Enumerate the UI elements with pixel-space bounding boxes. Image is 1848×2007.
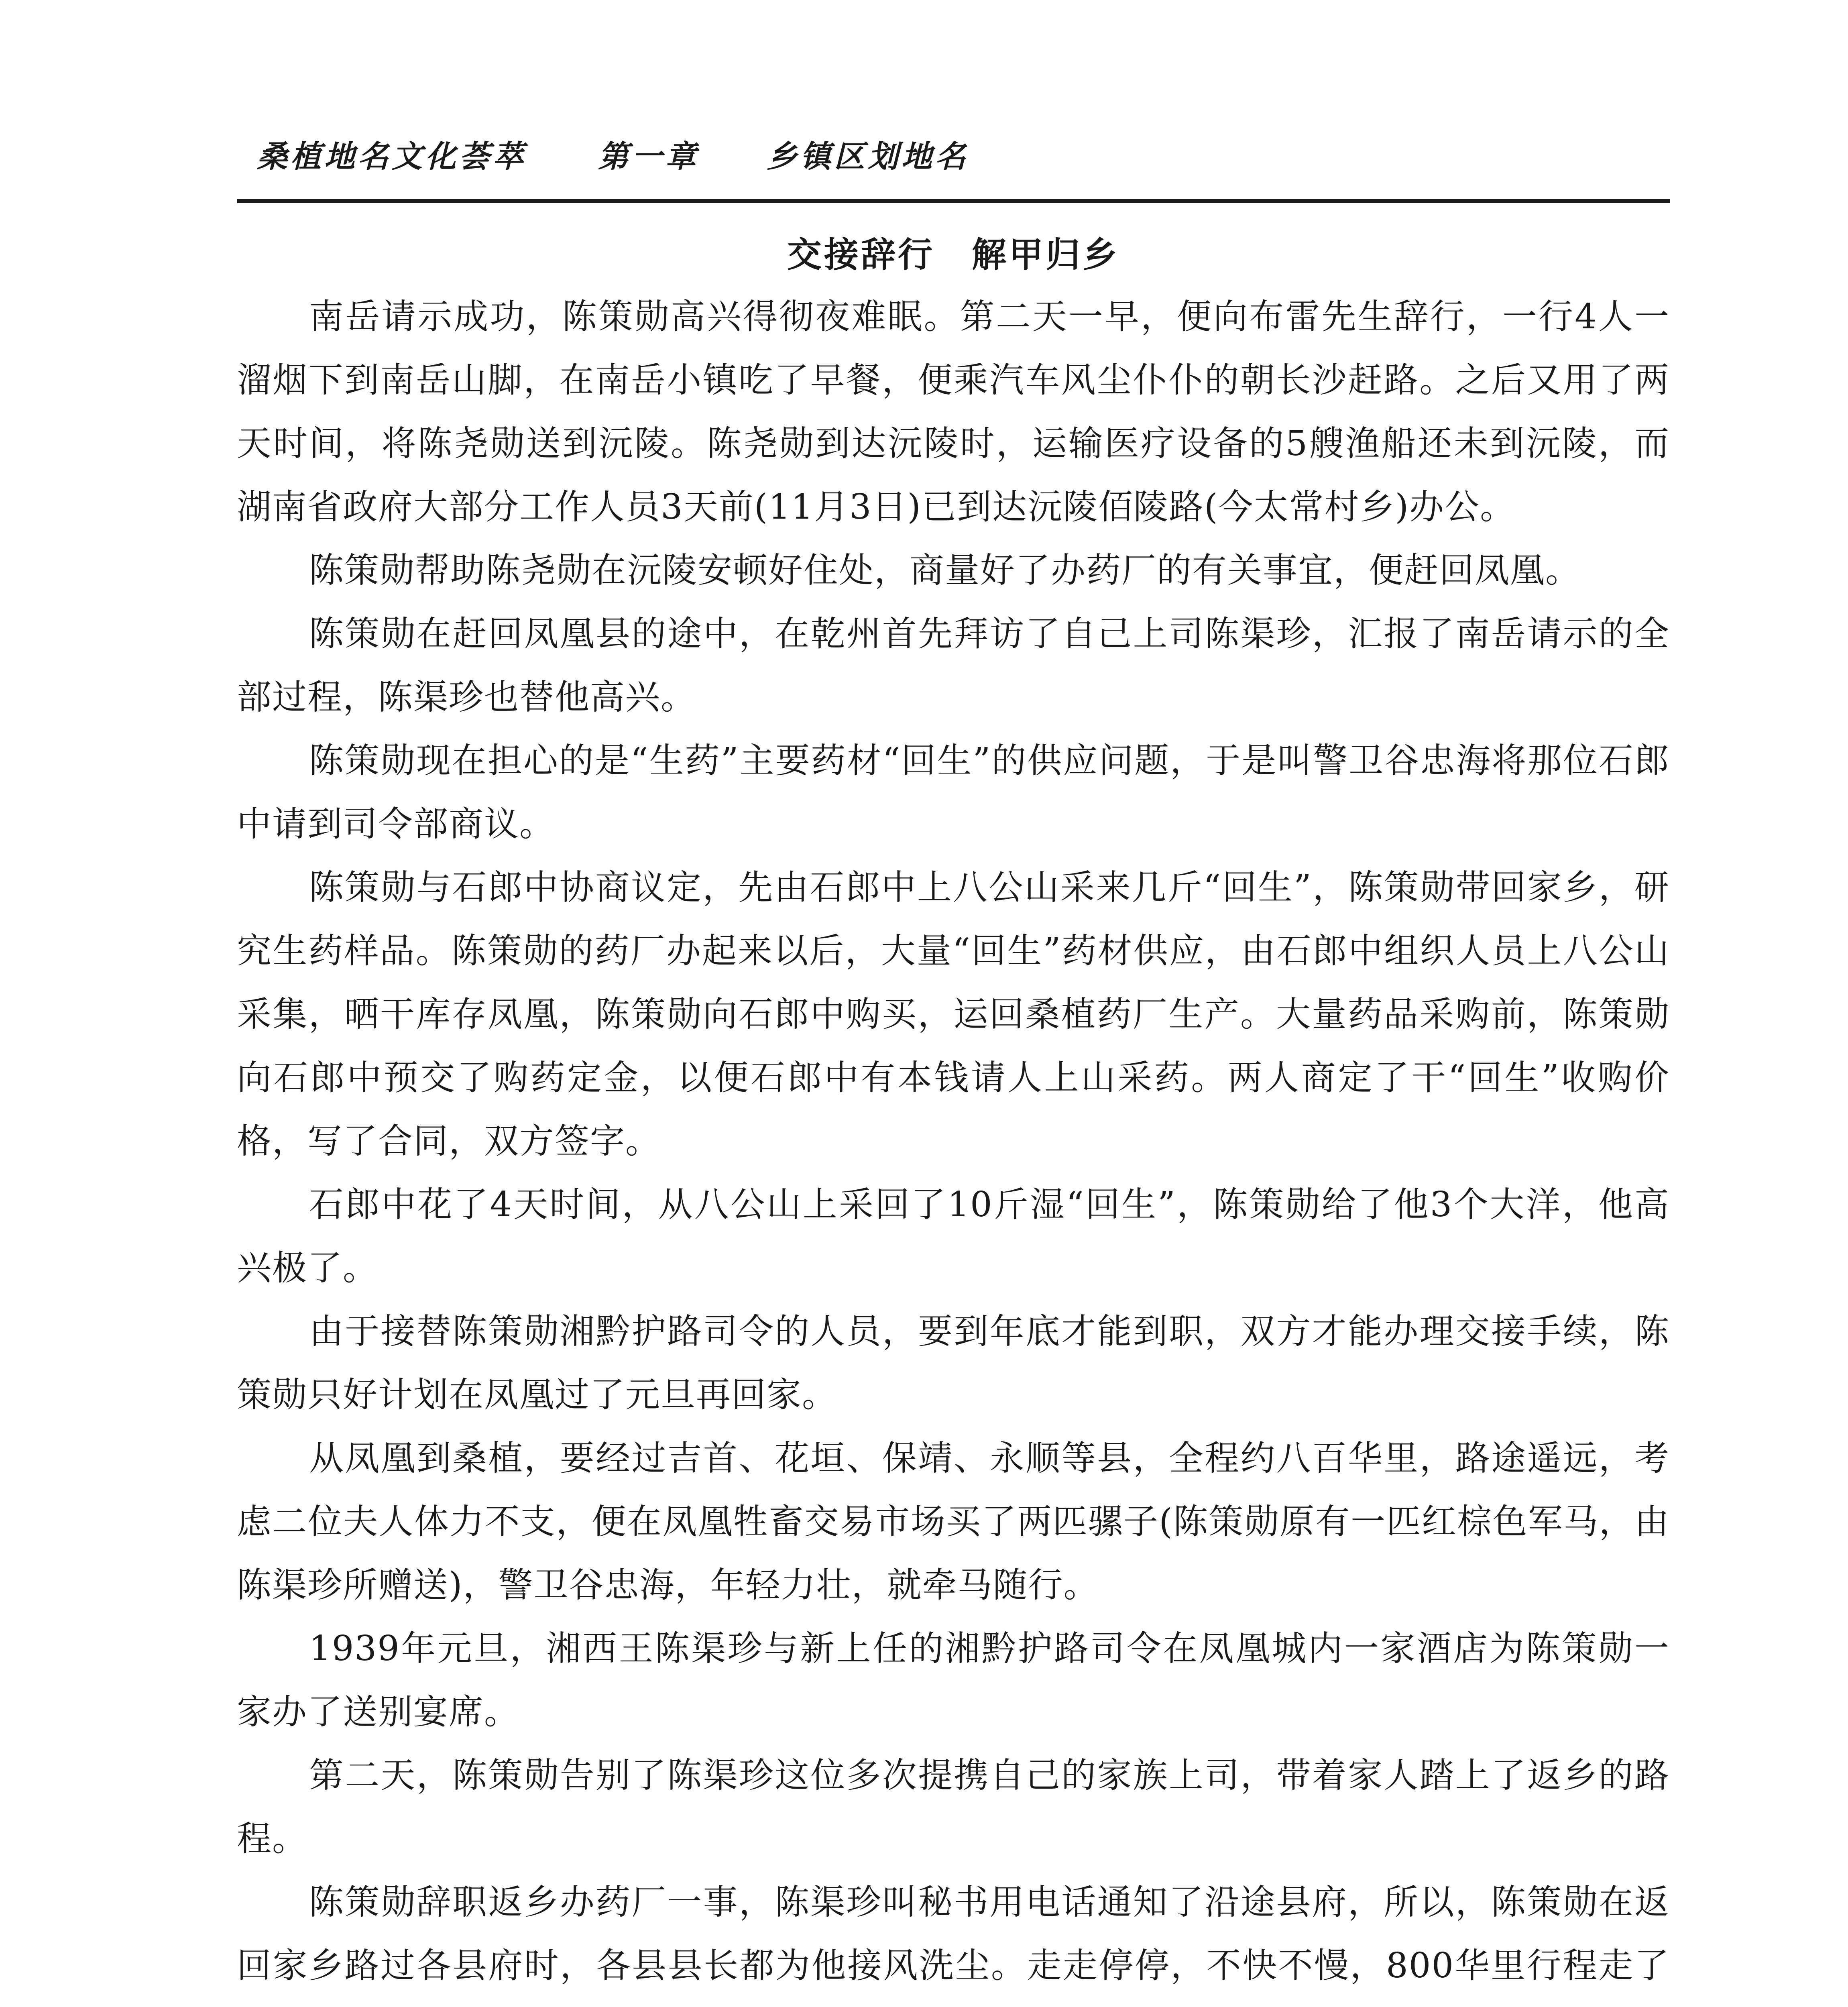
header-rule (237, 199, 1670, 203)
paragraph: 陈策勋辞职返乡办药厂一事，陈渠珍叫秘书用电话通知了沿途县府，所以，陈策勋在返回家乡路过各县府时，各县县长都为他接风洗尘。走走停停，不快不慢，800华里行程走了 (237, 1882, 1670, 1986)
page-body (237, 225, 1670, 2007)
paragraph: 陈策勋在赶回凤凰县的途中，在乾州首先拜访了自己上司陈渠珍，汇报了南岳请示的全部过程，陈渠珍也替他高兴。 (237, 614, 1670, 717)
header-section: 乡镇区划地名 (767, 138, 969, 174)
paragraph: 陈策勋与石郎中协商议定，先由石郎中上八公山采来几斤“回生”，陈策勋带回家乡，研究生药样品。陈策勋的药厂办起来以后，大量“回生”药材供应，由石郎中组织人员上八公山采集，晒干库存凤凰，陈策勋向石郎中购买，运回桑植药厂生产。大量药品采购前，陈策勋向石郎中预交了购药定金，以便石郎中有本钱请人上山采药。两人商定了干“回生”收购价格，写了合同，双方签字。 (237, 867, 1670, 1161)
header-book-title: 桑植地名文化荟萃 (257, 138, 527, 174)
section-title-handover: 交接辞行 解甲归乡 (787, 235, 1119, 275)
paragraph: 陈策勋帮助陈尧勋在沅陵安顿好住处，商量好了办药厂的有关事宜，便赶回凤凰。 (309, 550, 1581, 590)
paragraph: 由于接替陈策勋湘黔护路司令的人员，要到年底才能到职，双方才能办理交接手续，陈策勋只好计划在凤凰过了元旦再回家。 (237, 1311, 1670, 1415)
paragraph: 陈策勋现在担心的是“生药”主要药材“回生”的供应问题，于是叫警卫谷忠海将那位石郎中请到司令部商议。 (237, 741, 1670, 844)
paragraph: 第二天，陈策勋告别了陈渠珍这位多次提携自己的家族上司，带着家人踏上了返乡的路程。 (237, 1755, 1670, 1859)
paragraph: 1939年元旦，湘西王陈渠珍与新上任的湘黔护路司令在凤凰城内一家酒店为陈策勋一家办了送别宴席。 (237, 1628, 1670, 1732)
header-chapter: 第一章 (598, 138, 699, 174)
paragraph: 南岳请示成功，陈策勋高兴得彻夜难眠。第二天一早，便向布雷先生辞行，一行4人一溜烟下到南岳山脚，在南岳小镇吃了早餐，便乘汽车风尘仆仆的朝长沙赶路。之后又用了两天时间，将陈尧勋送到沅陵。陈尧勋到达沅陵时，运输医疗设备的5艘渔船还未到沅陵，而湖南省政府大部分工作人员3天前(11月3日)已到达沅陵佰陵路(今太常村乡)办公。 (237, 297, 1670, 527)
running-header (249, 136, 1670, 217)
paragraph: 从凤凰到桑植，要经过吉首、花垣、保靖、永顺等县，全程约八百华里，路途遥远，考虑二位夫人体力不支，便在凤凰牲畜交易市场买了两匹骡子(陈策勋原有一匹红棕色军马，由陈渠珍所赠送)，警卫谷忠海，年轻力壮，就牵马随行。 (237, 1438, 1670, 1605)
paragraph: 石郎中花了4天时间，从八公山上采回了10斤湿“回生”，陈策勋给了他3个大洋，他高兴极了。 (237, 1185, 1670, 1288)
